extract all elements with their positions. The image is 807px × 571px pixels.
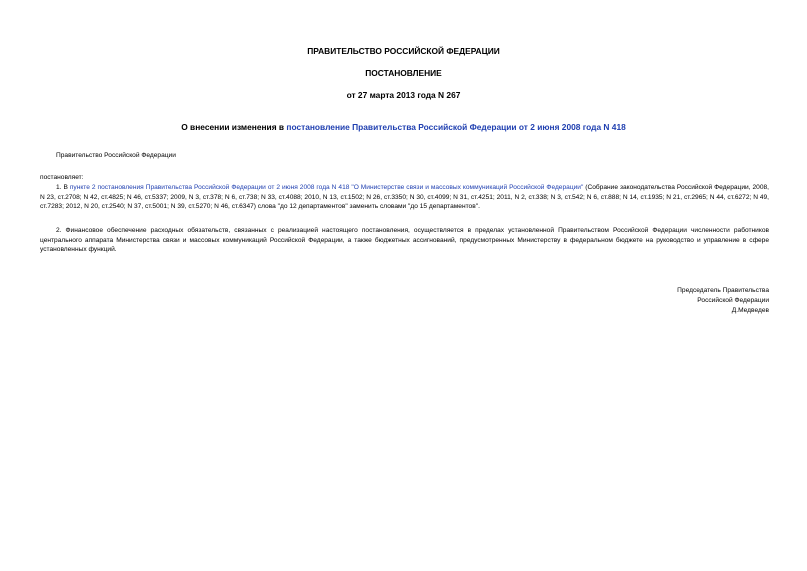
decree-word: постановляет: <box>40 174 84 181</box>
signature-title-line1: Председатель Правительства <box>677 287 769 294</box>
subject-decree-link[interactable]: постановление Правительства Российской Федерации от 2 июня 2008 года N 418 <box>286 122 626 132</box>
paragraph-1-rest: (Собрание законодательства Российской Федерации, 2008, N 23, ст.2708; N 42, ст.4825; N 46, ст.5337; 2009, N 3, ст.378; N 6, ст.738; N 33, ст.4088; 2010, N 13, ст.1502; N 26, ст.3350; N 30, ст.4099; N 31, ст.4251; 2011, N 2, ст.338; N 3, ст.542; N 6, ст.888; N 14, ст.1935; N 21, ст.2965; N 44, ст.6272; N 49, ст.7283; 2012, N 20, ст.2540; N 37, ст.5001; N 39, ст.5270; N 46, ст.6347) слова "до 12 департаментов" заменить словами "до 15 департаментов". <box>40 184 769 211</box>
paragraph-1-prefix: 1. В <box>56 184 70 191</box>
document-subject <box>0 122 807 132</box>
issuing-authority: ПРАВИТЕЛЬСТВО РОССИЙСКОЙ ФЕДЕРАЦИИ <box>307 46 500 56</box>
document-type: ПОСТАНОВЛЕНИЕ <box>365 68 442 78</box>
signature-name: Д.Медведев <box>731 307 769 314</box>
paragraph-1-link[interactable]: пункте 2 постановления Правительства Российской Федерации от 2 июня 2008 года N 418 "О Министерстве связи и массовых коммуникаций Российской Федерации" <box>69 184 584 191</box>
intro-text: Правительство Российской Федерации <box>56 152 176 159</box>
signature-title-line2: Российской Федерации <box>697 297 769 304</box>
document-date-number: от 27 марта 2013 года N 267 <box>346 90 461 100</box>
paragraph-2: 2. Финансовое обеспечение расходных обязательств, связанных с реализацией настоящего постановления, осуществляется в пределах установленной Правительством Российской Федерации численности работников центрального аппарата Министерства связи и массовых коммуникаций Российской Федерации, а также бюджетных ассигнований, предусмотренных Министерству в федеральном бюджете на руководство и управление в сфере установленных функций. <box>40 227 769 254</box>
paragraph-1 <box>40 183 769 212</box>
subject-prefix: О внесении изменения в <box>181 122 287 132</box>
